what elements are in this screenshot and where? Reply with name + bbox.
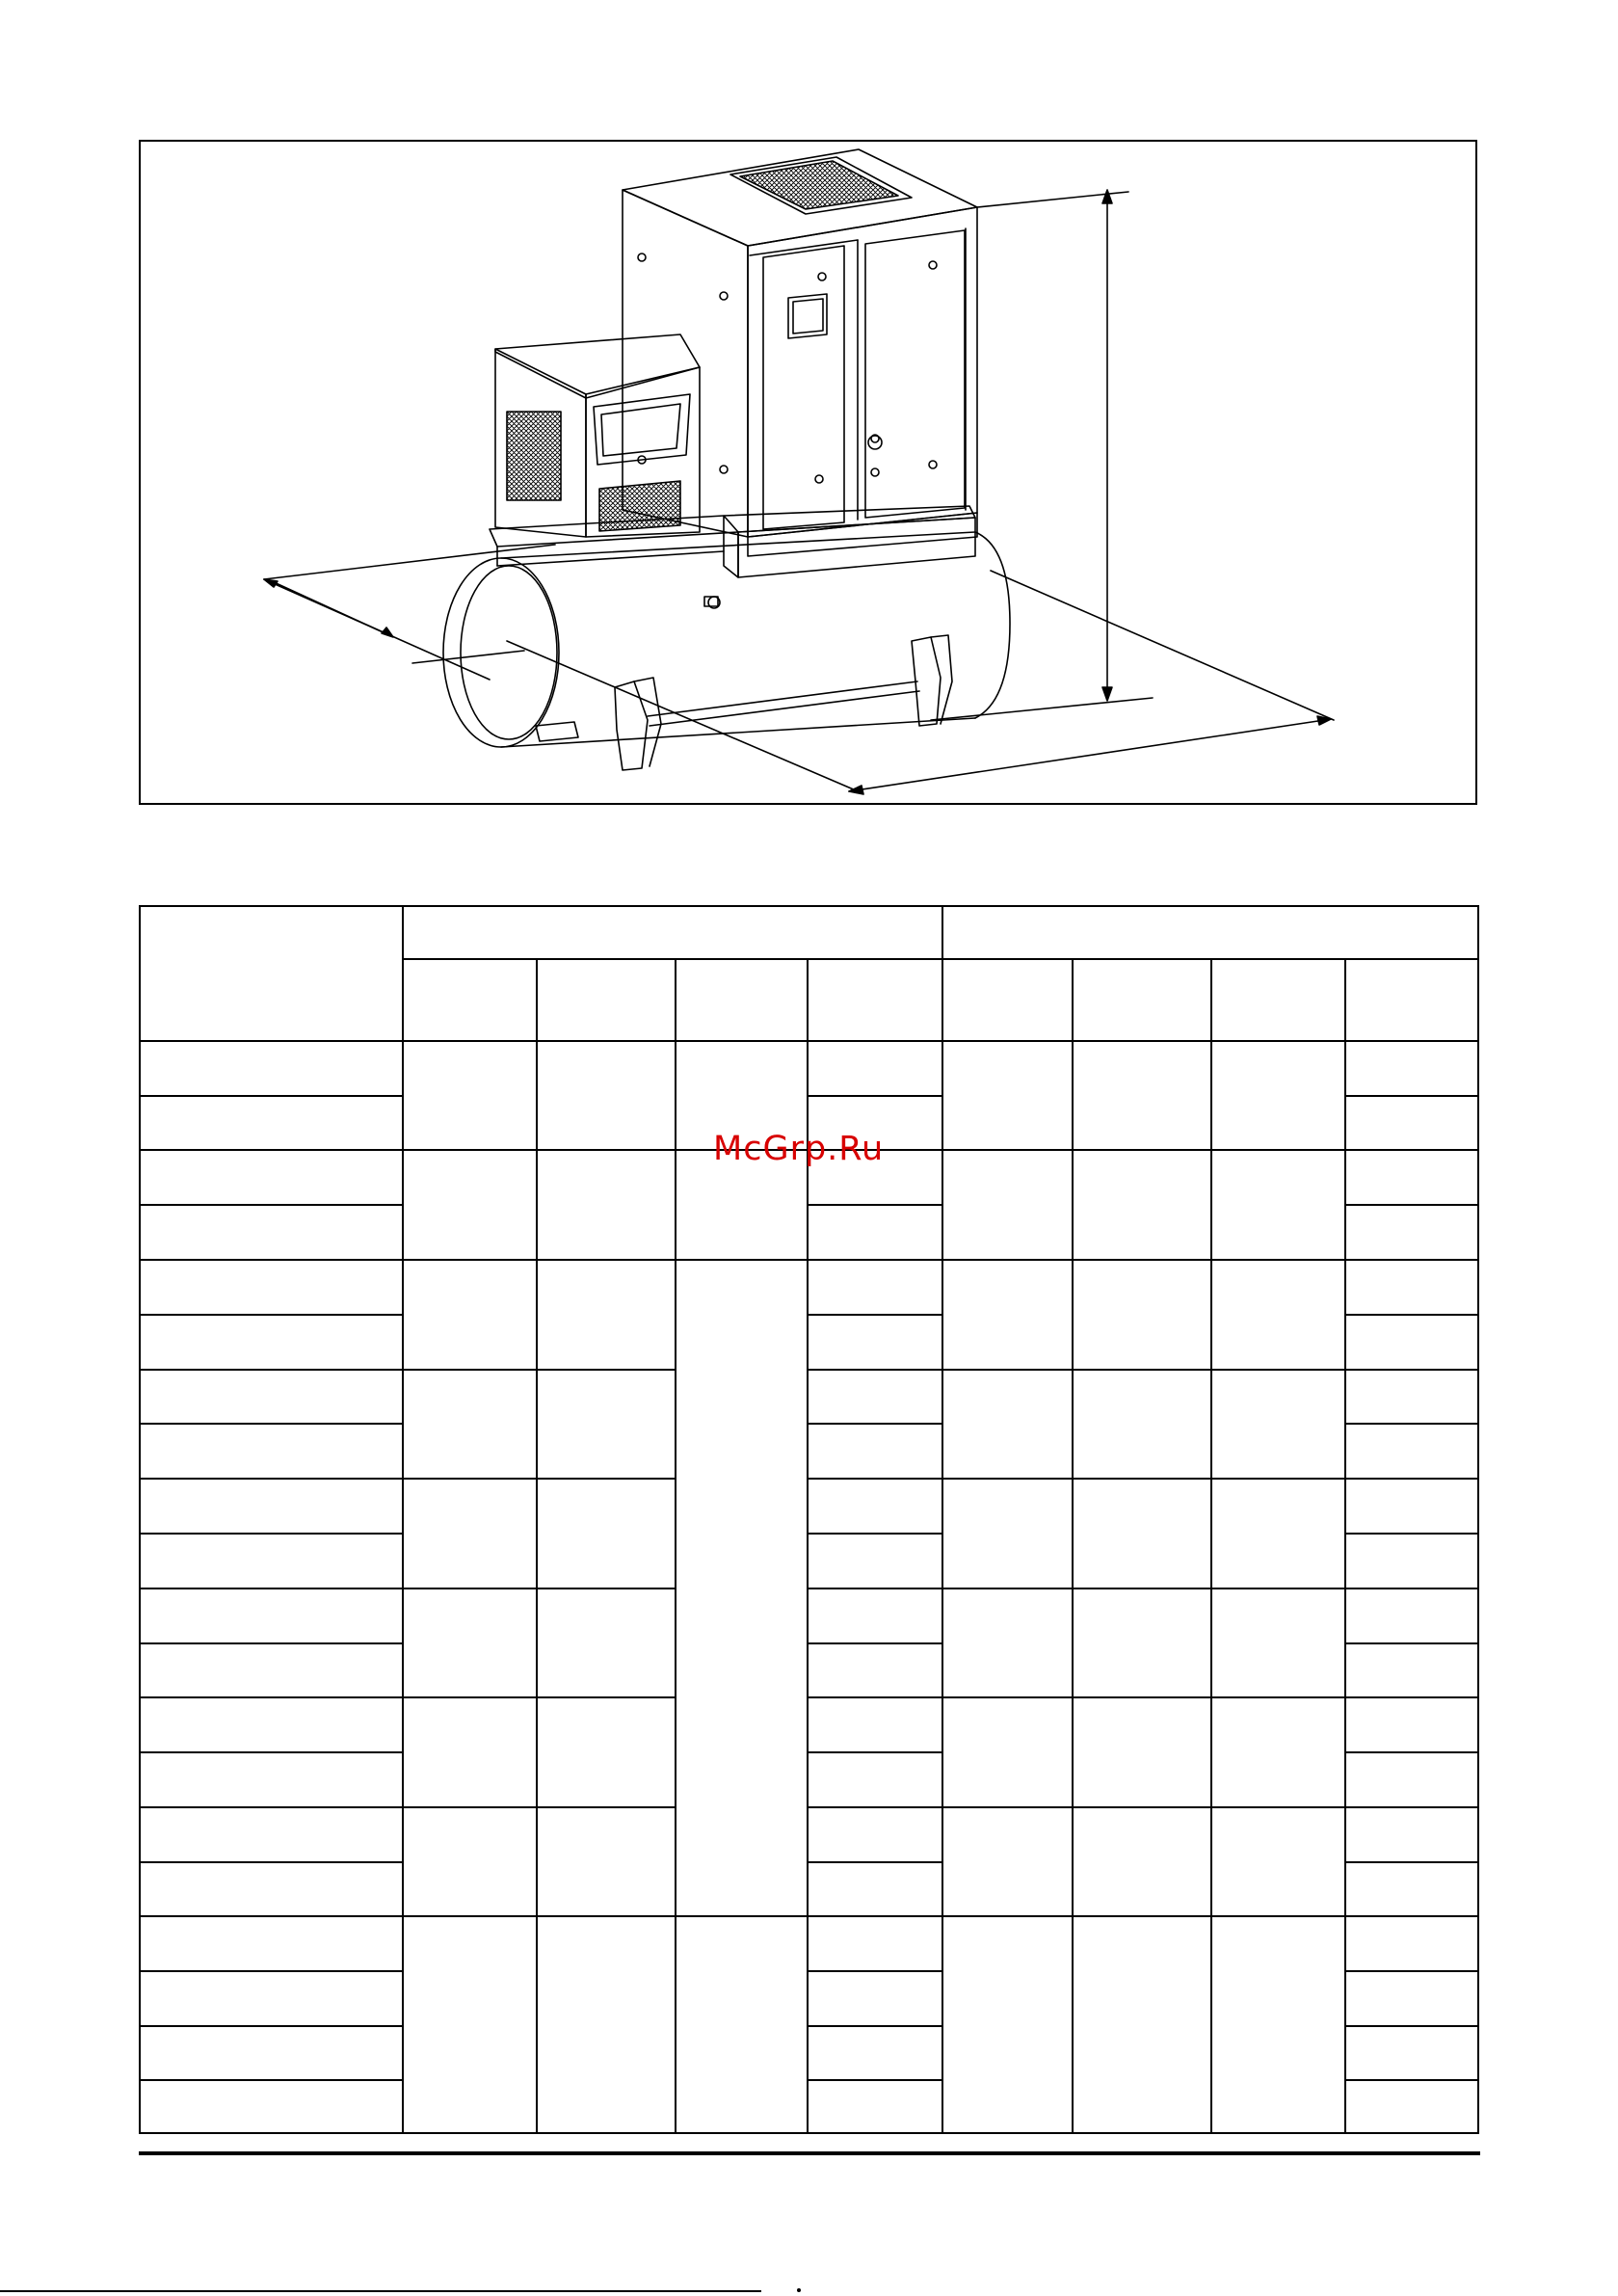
tank-feet	[536, 635, 952, 770]
table-border	[140, 906, 1478, 2133]
footer-rule	[139, 2151, 1480, 2155]
page-bottom-rule	[0, 2290, 761, 2292]
air-dryer-unit	[495, 334, 700, 537]
specification-table	[139, 905, 1480, 2135]
watermark-text: McGrp.Ru	[713, 1130, 885, 1168]
specification-table-grid	[139, 905, 1480, 2135]
product-drawing-frame	[139, 140, 1477, 805]
page-bottom-mark	[797, 2288, 801, 2292]
base-plate	[490, 506, 975, 577]
compressor-dimension-drawing	[141, 142, 1477, 805]
